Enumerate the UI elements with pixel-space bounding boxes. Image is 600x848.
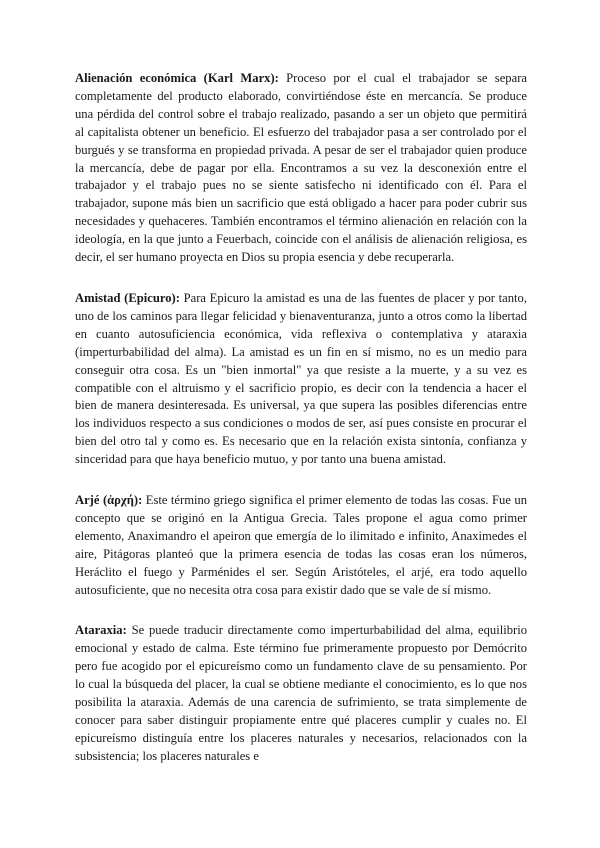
glossary-entry-amistad — [75, 290, 527, 469]
entry-text: Este término griego significa el primer elemento de todas las cosas. Fue un concepto que se originó en la Antigua Grecia. Tales propone el agua como primer elemento, Anaximandro el apeiron que emergía de lo ilimitado e infinito, Anaximedes el aire, Pitágoras planteó que la primera esencia de todas las cosas eran los números, Heráclito el fuego y Parménides el ser. Según Aristóteles, el arjé, era todo aquello autosuficiente, que no necesita otra cosa para existir dado que se vale de sí mismo. — [75, 493, 528, 597]
glossary-entry-arje — [75, 492, 527, 599]
entry-term: Alienación económica (Karl Marx): — [75, 71, 279, 85]
entry-term: Ataraxia: — [75, 623, 127, 638]
entry-term: Arjé (ἀρχή): — [75, 493, 143, 508]
entry-term: Amistad (Epicuro): — [75, 290, 180, 305]
entry-text: Se puede traducir directamente como imperturbabilidad del alma, equilibrio emocional y estado de calma. Este término fue primeramente propuesto por Demócrito pero fue acogido por el epicureísmo como un fundamento clave de su pensamiento. Por lo cual la búsqueda del placer, la cual se obtiene mediante el conocimiento, es lo que nos posibilita la ataraxia. Además de una carencia de sufrimiento, se trata simplemente de conocer para saber distinguir propiamente entre qué placeres cumplir y cuales no. El epicureísmo distinguía entre los placeres naturales y necesarios, relacionados con la subsistencia; los placeres naturales e — [75, 623, 527, 763]
entry-text: Para Epicuro la amistad es una de las fuentes de placer y por tanto, uno de los caminos para llegar felicidad y bienaventuranza, junto a otros como la libertad en cuanto autosuficiencia económica, vida reflexiva o contemplativa y ataraxia (imperturbabilidad del alma). La amistad es un fin en sí mismo, no es un medio para conseguir otra cosa. Es un "bien inmortal" ya que resiste a la muerte, y a su vez es compatible con el altruismo y el sacrificio propio, es decir con la tendencia a hacer el bien de manera desinteresada. Es universal, ya que supera las posibles diferencias entre los individuos respecto a sus condiciones o modos de ser, así pues consiste en procurar el bien del otro tal y como es. Es necesario que en la relación exista sintonía, confianza y sinceridad para que haya beneficio mutuo, y por tanto una buena amistad. — [75, 290, 527, 467]
glossary-entry-alienacion — [75, 70, 527, 267]
glossary-entry-ataraxia — [75, 622, 527, 765]
entry-text: Proceso por el cual el trabajador se separa completamente del producto elaborado, convirtiéndose éste en mercancía. Se produce una pérdida del control sobre el trabajo realizado, pasando a ser un objeto que permitirá al capitalista obtener un beneficio. El esfuerzo del trabajador pasa a ser controlado por el burgués y se transforma en propiedad privada. A pesar de ser el trabajador quien produce la mercancía, debe de pagar por ella. Encontramos a su vez la desconexión entre el trabajador y el trabajo pues no se siente satisfecho ni identificado con él. Para el trabajador, supone más bien un sacrificio que está obligado a hacer para poder cubrir sus necesidades y quehaceres. También encontramos el término alienación en relación con la ideología, en la que junto a Feuerbach, coincide con el análisis de alienación religiosa, es decir, el ser humano proyecta en Dios su propia esencia y debe recuperarla. — [75, 71, 527, 265]
